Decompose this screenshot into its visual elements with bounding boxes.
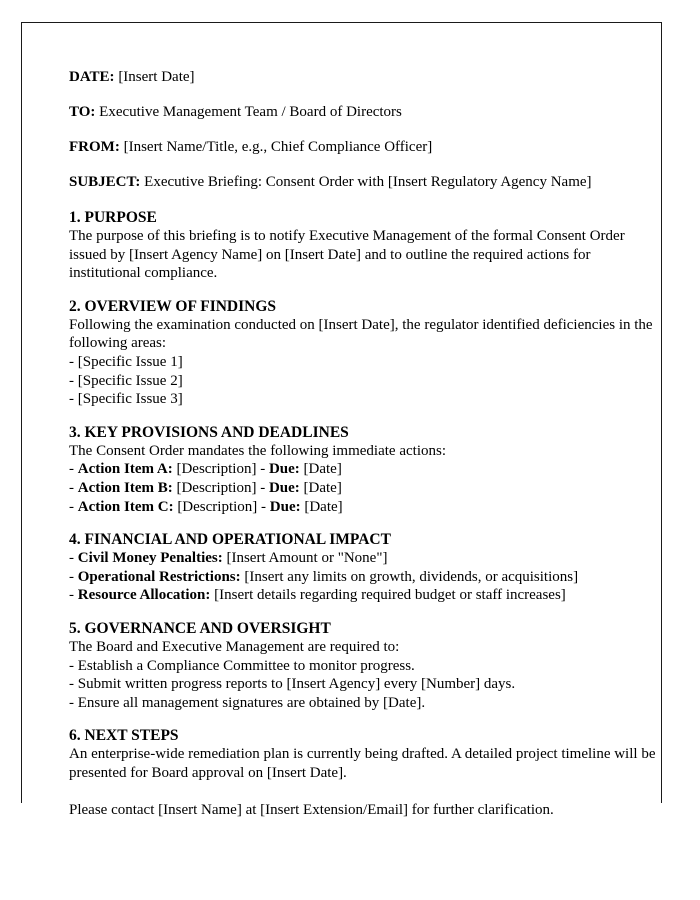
item-label: Civil Money Penalties:: [77, 550, 223, 567]
section-provisions: [69, 423, 657, 516]
section-heading-provisions: 3. KEY PROVISIONS AND DEADLINES: [69, 423, 349, 441]
provisions-list: [69, 460, 657, 516]
list-item: [69, 460, 657, 479]
closing-contact-line: Please contact [Insert Name] at [Insert Extension/Email] for further clarification.: [69, 802, 554, 819]
list-item: - Establish a Compliance Committee to monitor progress.: [69, 657, 415, 674]
section-paragraph-next-steps: An enterprise-wide remediation plan is currently being drafted. A detailed project timeline will be presented for Board approval on [Insert Date].: [69, 746, 656, 781]
item-label: Action Item B:: [77, 479, 173, 496]
list-item: [69, 549, 657, 568]
section-findings: [69, 297, 657, 409]
item-value: [Insert Amount or "None"]: [222, 550, 388, 567]
memo-value-to: Executive Management Team / Board of Directors: [99, 104, 402, 120]
item-middle: [Description] -: [173, 498, 270, 515]
item-middle: [Description] -: [172, 479, 269, 496]
list-item: - Submit written progress reports to [Insert Agency] every [Number] days.: [69, 676, 516, 693]
section-purpose: [69, 208, 657, 283]
memo-value-from: [Insert Name/Title, e.g., Chief Compliance Officer]: [123, 139, 433, 155]
memo-value-subject: Executive Briefing: Consent Order with [Insert Regulatory Agency Name]: [144, 174, 592, 190]
item-label: Action Item A:: [77, 461, 173, 478]
list-item: [69, 568, 657, 587]
memo-header-block: [69, 68, 657, 192]
section-heading-findings: 2. OVERVIEW OF FINDINGS: [69, 297, 277, 315]
item-due-value: [Date]: [300, 498, 343, 515]
memo-label-to: TO:: [69, 104, 96, 120]
section-paragraph-governance: The Board and Executive Management are required to:: [69, 638, 400, 655]
item-value: [Insert details regarding required budget or staff increases]: [210, 587, 566, 604]
section-next-steps: [69, 726, 657, 819]
section-paragraph-provisions: The Consent Order mandates the following immediate actions:: [69, 442, 446, 459]
item-prefix: -: [69, 587, 78, 604]
section-impact: [69, 530, 657, 605]
memo-line-from: [69, 138, 657, 157]
memo-label-date: DATE:: [69, 69, 115, 85]
memo-line-subject: [69, 173, 657, 192]
governance-list: [69, 657, 657, 713]
document-body: [69, 68, 657, 820]
memo-line-date: [69, 68, 657, 87]
list-item: [69, 479, 657, 498]
item-prefix: -: [69, 479, 78, 496]
item-due-value: [Date]: [299, 461, 342, 478]
list-item: - [Specific Issue 1]: [69, 353, 183, 370]
item-prefix: -: [69, 568, 78, 585]
document-page-frame: [21, 22, 662, 819]
item-value: [Insert any limits on growth, dividends, or acquisitions]: [240, 568, 579, 585]
section-governance: [69, 619, 657, 712]
list-item: [69, 586, 657, 605]
section-heading-purpose: 1. PURPOSE: [69, 209, 157, 226]
list-item: [69, 498, 657, 517]
memo-label-subject: SUBJECT:: [69, 174, 141, 190]
section-heading-next-steps: 6. NEXT STEPS: [69, 727, 179, 745]
section-paragraph-purpose: The purpose of this briefing is to notify Executive Management of the formal Consent Order issued by [Insert Agency Name] on [Insert Date] and to outline the required actions for institutional compliance.: [69, 228, 625, 282]
section-paragraph-findings: Following the examination conducted on [Insert Date], the regulator identified deficiencies in the following areas:: [69, 316, 653, 352]
item-due-value: [Date]: [299, 479, 342, 496]
item-due-label: Due:: [268, 461, 300, 478]
item-prefix: -: [69, 550, 78, 567]
list-item: - [Specific Issue 3]: [69, 391, 183, 408]
item-due-label: Due:: [268, 479, 300, 496]
findings-list: [69, 353, 657, 409]
item-label: Operational Restrictions:: [77, 568, 241, 585]
item-prefix: -: [69, 498, 78, 515]
item-due-label: Due:: [269, 498, 301, 515]
impact-list: [69, 549, 657, 605]
item-label: Action Item C:: [77, 498, 174, 515]
memo-value-date: [Insert Date]: [118, 69, 195, 85]
list-item: - [Specific Issue 2]: [69, 372, 183, 389]
section-heading-impact: 4. FINANCIAL AND OPERATIONAL IMPACT: [69, 531, 391, 549]
list-item: - Ensure all management signatures are obtained by [Date].: [69, 694, 426, 711]
paragraph-spacer: [69, 782, 657, 801]
item-prefix: -: [69, 461, 78, 478]
section-heading-governance: 5. GOVERNANCE AND OVERSIGHT: [69, 619, 331, 637]
memo-label-from: FROM:: [69, 139, 120, 155]
item-middle: [Description] -: [172, 461, 269, 478]
item-label: Resource Allocation:: [77, 587, 211, 604]
memo-line-to: [69, 103, 657, 122]
